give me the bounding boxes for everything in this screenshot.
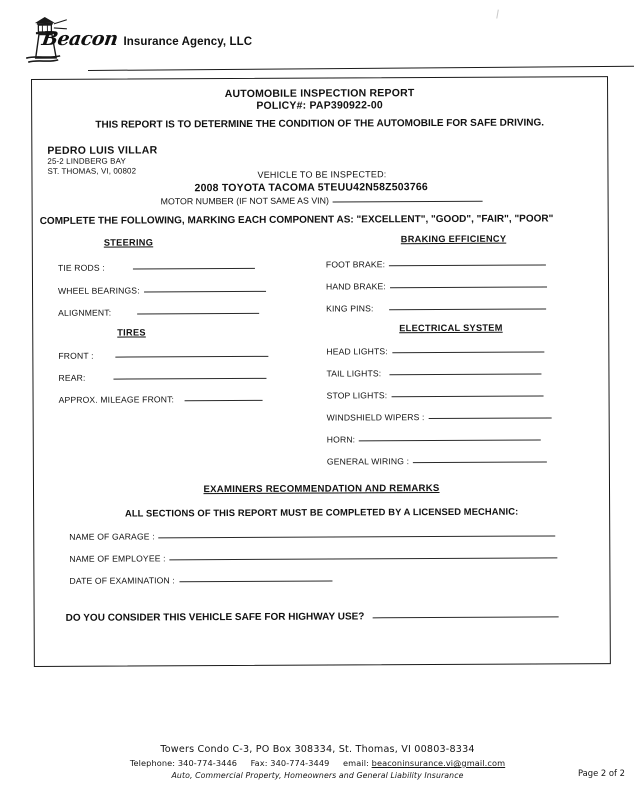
field-head-lights bbox=[326, 345, 544, 356]
report-title: AUTOMOBILE INSPECTION REPORT bbox=[224, 87, 415, 101]
field-label-foot-brake: FOOT BRAKE: bbox=[325, 259, 386, 270]
field-date-of-examination bbox=[69, 575, 332, 586]
field-input-tie-rods[interactable] bbox=[133, 268, 255, 270]
motor-number-label: MOTOR NUMBER (IF NOT SAME AS VIN) bbox=[160, 195, 329, 207]
section-heading-braking-efficiency: BRAKING EFFICIENCY bbox=[400, 233, 507, 245]
field-label-horn: HORN: bbox=[326, 434, 356, 445]
field-wheel-bearings bbox=[58, 285, 266, 296]
field-input-hand-brake[interactable] bbox=[390, 286, 547, 288]
footer-contact-line bbox=[0, 758, 635, 768]
company-logo bbox=[22, 14, 252, 66]
vehicle-description: 2008 TOYOTA TACOMA 5TEUU42N58Z503766 bbox=[194, 181, 428, 195]
field-input-windshield-wipers[interactable] bbox=[429, 417, 552, 419]
recipient-address-line-1: 25-2 LINDBERG BAY bbox=[47, 156, 126, 166]
footer-telephone-label: Telephone: bbox=[129, 758, 176, 768]
field-input-foot-brake[interactable] bbox=[389, 264, 546, 266]
field-label-tie-rods: TIE RODS : bbox=[57, 262, 105, 273]
field-label-general-wiring: GENERAL WIRING : bbox=[326, 456, 410, 467]
vehicle-inspected-label: VEHICLE TO BE INSPECTED: bbox=[257, 169, 387, 180]
field-input-tires-rear[interactable] bbox=[113, 378, 266, 380]
motor-number-input[interactable] bbox=[333, 201, 483, 203]
field-label-alignment: ALIGNMENT: bbox=[58, 307, 112, 318]
highway-safety-input[interactable] bbox=[372, 616, 558, 618]
field-input-horn[interactable] bbox=[359, 440, 541, 442]
page-footer bbox=[0, 744, 635, 780]
field-label-stop-lights: STOP LIGHTS: bbox=[326, 390, 388, 401]
section-heading-tires: TIRES bbox=[117, 327, 146, 338]
field-label-name-of-garage: NAME OF GARAGE : bbox=[69, 531, 155, 542]
field-label-king-pins: KING PINS: bbox=[326, 303, 374, 314]
brand-subtitle-text: Insurance Agency, LLC bbox=[123, 36, 253, 48]
footer-email-label: email: bbox=[342, 758, 369, 768]
field-label-tires-rear: REAR: bbox=[58, 372, 86, 383]
field-tail-lights bbox=[326, 368, 541, 379]
field-general-wiring bbox=[327, 455, 547, 466]
field-label-wheel-bearings: WHEEL BEARINGS: bbox=[58, 285, 140, 296]
field-label-name-of-employee: NAME OF EMPLOYEE : bbox=[69, 553, 166, 564]
brand-script-text: Beacon bbox=[40, 28, 120, 50]
field-windshield-wipers bbox=[327, 411, 552, 422]
field-input-general-wiring[interactable] bbox=[413, 461, 547, 463]
field-hand-brake bbox=[326, 280, 547, 291]
field-label-approx-mileage-front: APPROX. MILEAGE FRONT: bbox=[58, 394, 175, 405]
field-tie-rods bbox=[58, 262, 255, 273]
footer-tagline: Auto, Commercial Property, Homeowners and General Liability Insurance bbox=[171, 771, 464, 780]
footer-telephone-number: 340-774-3446 bbox=[177, 758, 238, 768]
marking-instruction: COMPLETE THE FOLLOWING, MARKING EACH COMPONENT AS: "EXCELLENT", "GOOD", "FAIR", "POOR" bbox=[39, 213, 554, 227]
footer-address: Towers Condo C-3, PO Box 308334, St. Thomas, VI 00803-8334 bbox=[160, 744, 475, 755]
field-label-tires-front: FRONT : bbox=[58, 350, 94, 361]
footer-email-link[interactable]: beaconinsurance.vi@gmail.com bbox=[371, 758, 506, 768]
field-approx-mileage-front bbox=[59, 394, 263, 405]
header-divider bbox=[88, 66, 634, 71]
field-input-date-of-examination[interactable] bbox=[179, 581, 332, 583]
field-input-name-of-garage[interactable] bbox=[159, 535, 556, 538]
letterhead bbox=[0, 0, 635, 78]
page-number: Page 2 of 2 bbox=[578, 768, 625, 778]
recipient-name: PEDRO LUIS VILLAR bbox=[47, 144, 158, 157]
field-input-king-pins[interactable] bbox=[389, 308, 546, 310]
field-input-tires-front[interactable] bbox=[116, 356, 269, 358]
field-label-head-lights: HEAD LIGHTS: bbox=[326, 346, 388, 357]
motor-number-row bbox=[161, 195, 483, 207]
field-tires-rear bbox=[58, 372, 266, 383]
field-label-tail-lights: TAIL LIGHTS: bbox=[326, 368, 382, 379]
field-label-date-of-examination: DATE OF EXAMINATION : bbox=[69, 575, 175, 586]
purpose-statement: THIS REPORT IS TO DETERMINE THE CONDITION OF THE AUTOMOBILE FOR SAFE DRIVING. bbox=[95, 117, 545, 131]
section-heading-electrical-system: ELECTRICAL SYSTEM bbox=[399, 322, 503, 334]
field-name-of-employee bbox=[69, 551, 557, 563]
field-input-tail-lights[interactable] bbox=[389, 374, 541, 376]
scan-artifact-mark bbox=[496, 10, 503, 20]
recipient-address-line-2: ST. THOMAS, VI, 00802 bbox=[47, 166, 137, 176]
field-label-hand-brake: HAND BRAKE: bbox=[325, 281, 386, 292]
field-alignment bbox=[58, 307, 259, 318]
field-name-of-garage bbox=[69, 529, 556, 541]
highway-safety-row bbox=[66, 610, 559, 623]
footer-fax-number: 340-774-3449 bbox=[270, 758, 330, 768]
licensed-mechanic-note: ALL SECTIONS OF THIS REPORT MUST BE COMPLETED BY A LICENSED MECHANIC: bbox=[124, 505, 519, 519]
field-input-head-lights[interactable] bbox=[392, 351, 544, 353]
brand-wordmark bbox=[42, 28, 252, 50]
footer-fax-label: Fax: bbox=[250, 758, 268, 768]
remarks-section-heading: EXAMINERS RECOMMENDATION AND REMARKS bbox=[203, 483, 440, 496]
field-horn bbox=[327, 434, 541, 445]
field-input-name-of-employee[interactable] bbox=[170, 557, 558, 560]
section-heading-steering: STEERING bbox=[103, 237, 154, 248]
field-input-wheel-bearings[interactable] bbox=[144, 291, 266, 293]
policy-number: POLICY#: PAP390922-00 bbox=[256, 99, 383, 112]
document-body bbox=[31, 76, 611, 667]
field-stop-lights bbox=[327, 390, 544, 401]
field-input-stop-lights[interactable] bbox=[391, 396, 543, 398]
field-king-pins bbox=[326, 302, 546, 313]
field-tires-front bbox=[58, 350, 268, 361]
field-input-alignment[interactable] bbox=[137, 313, 259, 315]
field-input-approx-mileage-front[interactable] bbox=[184, 400, 262, 401]
highway-safety-question: DO YOU CONSIDER THIS VEHICLE SAFE FOR HIGHWAY USE? bbox=[65, 611, 365, 624]
field-foot-brake bbox=[326, 258, 546, 269]
field-label-windshield-wipers: WINDSHIELD WIPERS : bbox=[326, 412, 425, 423]
